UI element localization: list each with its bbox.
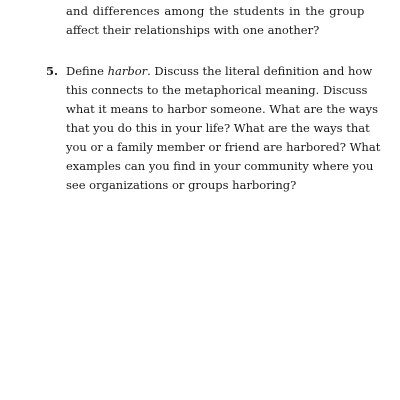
question-number: 5. [46,64,59,78]
question-line-5: you or a family member or friend are harbored? What [66,140,381,154]
previous-question-continuation [66,2,365,40]
question-line-6: examples can you find in your community where you [66,159,374,173]
question-line-3: what it means to harbor someone. What are the ways [66,102,379,116]
question-line-1 [66,62,373,81]
question-line-2: this connects to the metaphorical meaning. Discuss [66,83,368,97]
lead-before: Define [66,64,108,78]
continuation-line-1: and differences among the students in the group [66,4,365,18]
question-text [66,62,381,195]
lead-after: . Discuss the literal definition and how [147,64,373,78]
continuation-line-2: affect their relationships with one another? [66,23,320,37]
question-line-4: that you do this in your life? What are the ways that [66,121,370,135]
question-line-7: see organizations or groups harboring? [66,178,297,192]
defined-term: harbor [107,64,148,78]
